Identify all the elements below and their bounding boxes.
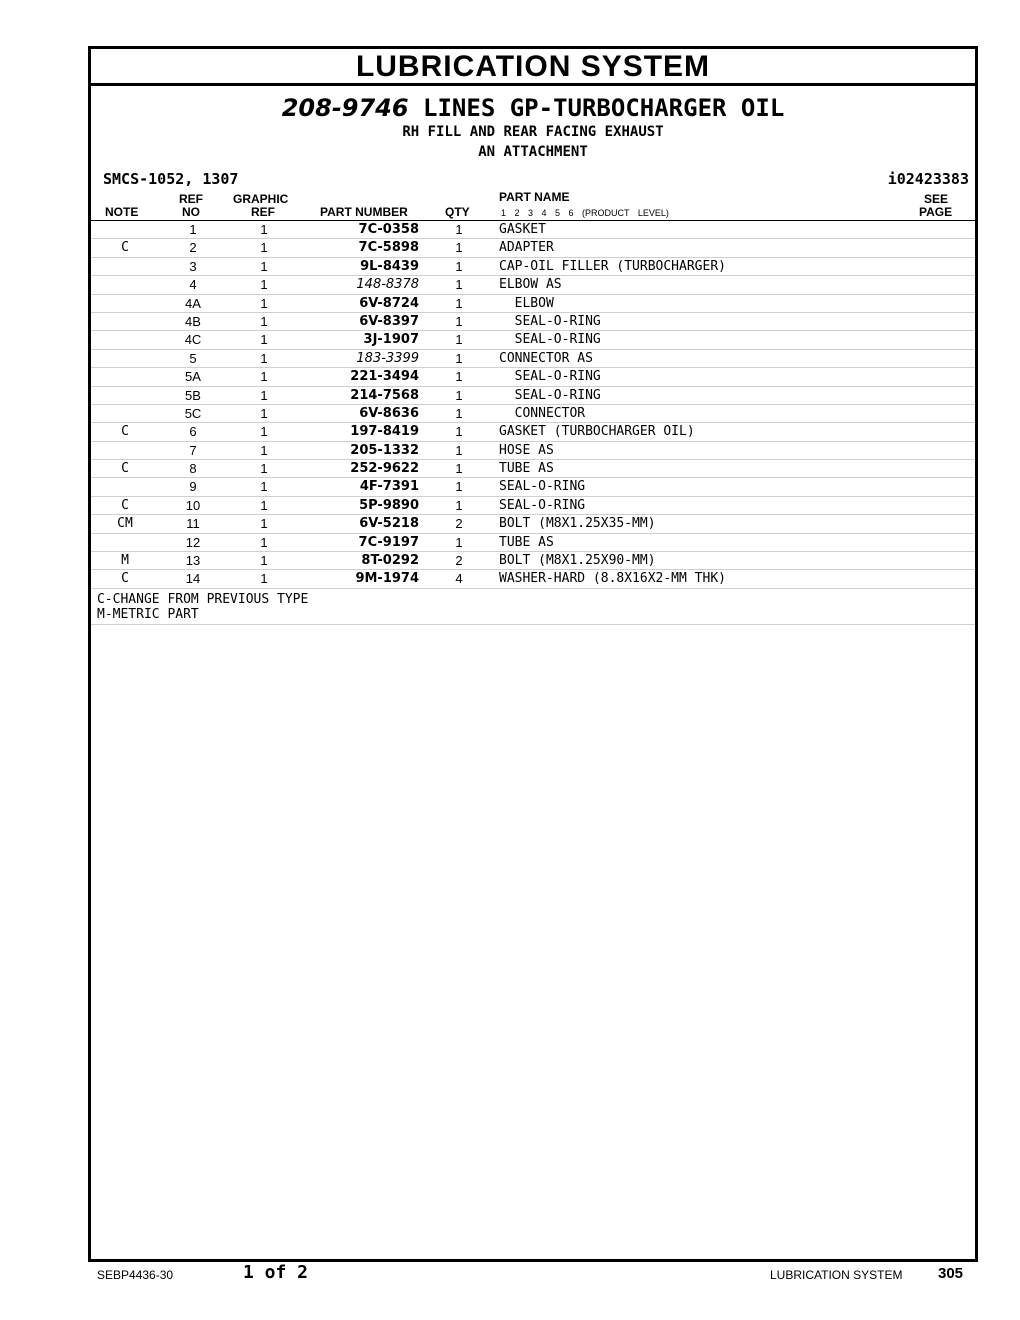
row-ref-no: 9 bbox=[189, 479, 197, 495]
group-subtitle-2: AN ATTACHMENT bbox=[478, 144, 588, 160]
table-body bbox=[91, 221, 975, 589]
footer-page-of: 1 of 2 bbox=[243, 1262, 309, 1283]
header-graphic-top: GRAPHIC bbox=[233, 192, 289, 206]
row-graphic-ref: 1 bbox=[260, 332, 268, 348]
footer-doc-id: SEBP4436-30 bbox=[97, 1268, 174, 1282]
row-part-name: BOLT (M8X1.25X35-MM) bbox=[499, 516, 656, 532]
row-qty: 1 bbox=[455, 277, 463, 293]
group-subtitle-1: RH FILL AND REAR FACING EXHAUST bbox=[402, 124, 664, 140]
row-part-name: CONNECTOR bbox=[499, 405, 586, 421]
row-ref-no: 6 bbox=[189, 424, 197, 440]
table-row bbox=[91, 258, 975, 276]
row-part-number: 6V-8636 bbox=[359, 405, 419, 421]
footer-section: LUBRICATION SYSTEM bbox=[770, 1268, 903, 1282]
row-graphic-ref: 1 bbox=[260, 313, 268, 329]
row-qty: 4 bbox=[455, 571, 463, 587]
header-product-levels: 1 2 3 4 5 6 (PRODUCT LEVEL) bbox=[501, 208, 669, 218]
row-part-number: 205-1332 bbox=[350, 442, 419, 458]
row-ref-no: 5B bbox=[185, 387, 201, 403]
row-graphic-ref: 1 bbox=[260, 534, 268, 550]
table-row bbox=[91, 460, 975, 478]
group-number: 208-9746 bbox=[281, 94, 409, 122]
row-part-number: 221-3494 bbox=[350, 369, 419, 385]
row-graphic-ref: 1 bbox=[260, 258, 268, 274]
header-graphic-bottom: REF bbox=[251, 205, 275, 219]
row-graphic-ref: 1 bbox=[260, 479, 268, 495]
row-part-number: 3J-1907 bbox=[363, 332, 419, 348]
row-qty: 1 bbox=[455, 405, 463, 421]
row-part-name: ADAPTER bbox=[499, 240, 554, 256]
row-part-number: 148-8378 bbox=[356, 277, 419, 293]
row-part-name: CONNECTOR AS bbox=[499, 350, 593, 366]
row-part-name: GASKET (TURBOCHARGER OIL) bbox=[499, 424, 695, 440]
row-note: CM bbox=[117, 516, 133, 532]
parts-table bbox=[91, 190, 975, 625]
row-qty: 1 bbox=[455, 332, 463, 348]
row-part-name: HOSE AS bbox=[499, 442, 554, 458]
row-ref-no: 8 bbox=[189, 461, 197, 477]
row-part-number: 7C-5898 bbox=[358, 240, 419, 256]
row-ref-no: 1 bbox=[189, 222, 197, 237]
table-row bbox=[91, 368, 975, 386]
row-part-name: WASHER-HARD (8.8X16X2-MM THK) bbox=[499, 571, 726, 587]
row-qty: 1 bbox=[455, 461, 463, 477]
row-qty: 1 bbox=[455, 479, 463, 495]
table-row bbox=[91, 405, 975, 423]
row-ref-no: 4C bbox=[184, 332, 202, 348]
table-header bbox=[91, 190, 975, 221]
section-title: LUBRICATION SYSTEM bbox=[91, 49, 975, 86]
note-change: C-CHANGE FROM PREVIOUS TYPE bbox=[97, 591, 309, 607]
row-qty: 2 bbox=[455, 516, 463, 532]
notes-block bbox=[91, 589, 975, 625]
row-part-number: 9L-8439 bbox=[360, 258, 419, 274]
table-row bbox=[91, 295, 975, 313]
row-part-name: TUBE AS bbox=[499, 461, 554, 477]
row-part-name: TUBE AS bbox=[499, 534, 554, 550]
footer-page-number: 305 bbox=[938, 1265, 964, 1282]
row-ref-no: 10 bbox=[185, 497, 201, 513]
row-part-number: 6V-8724 bbox=[359, 295, 419, 311]
row-qty: 1 bbox=[455, 258, 463, 274]
note-metric: M-METRIC PART bbox=[97, 606, 199, 622]
row-part-number: 183-3399 bbox=[356, 350, 419, 366]
row-part-name: BOLT (M8X1.25X90-MM) bbox=[499, 553, 656, 569]
table-row bbox=[91, 497, 975, 515]
row-graphic-ref: 1 bbox=[260, 277, 268, 293]
row-part-number: 5P-9890 bbox=[359, 497, 419, 513]
row-note: C bbox=[121, 424, 129, 440]
row-ref-no: 4B bbox=[185, 313, 201, 329]
row-ref-no: 3 bbox=[189, 258, 197, 274]
table-row bbox=[91, 515, 975, 533]
header-part-number: PART NUMBER bbox=[320, 205, 408, 219]
row-ref-no: 14 bbox=[185, 571, 201, 587]
row-part-name: SEAL-O-RING bbox=[499, 313, 601, 329]
row-qty: 1 bbox=[455, 534, 463, 550]
header-note: NOTE bbox=[105, 205, 139, 219]
row-part-number: 6V-5218 bbox=[359, 516, 419, 532]
row-note: C bbox=[121, 240, 129, 256]
row-qty: 1 bbox=[455, 295, 463, 311]
row-graphic-ref: 1 bbox=[260, 461, 268, 477]
page-frame bbox=[88, 46, 978, 1262]
row-part-name: ELBOW bbox=[499, 295, 554, 311]
table-row bbox=[91, 570, 975, 588]
row-part-number: 252-9622 bbox=[350, 461, 419, 477]
header-ref-bottom: NO bbox=[182, 205, 200, 219]
row-note: C bbox=[121, 461, 129, 477]
header-part-name: PART NAME bbox=[499, 190, 570, 204]
row-qty: 1 bbox=[455, 369, 463, 385]
page-footer bbox=[0, 1262, 1020, 1292]
row-ref-no: 5C bbox=[184, 405, 202, 421]
row-ref-no: 5 bbox=[189, 350, 197, 366]
row-qty: 1 bbox=[455, 222, 463, 237]
table-row bbox=[91, 239, 975, 257]
row-qty: 1 bbox=[455, 240, 463, 256]
row-graphic-ref: 1 bbox=[260, 222, 268, 237]
row-part-number: 214-7568 bbox=[350, 387, 419, 403]
row-graphic-ref: 1 bbox=[260, 571, 268, 587]
table-row bbox=[91, 313, 975, 331]
row-qty: 1 bbox=[455, 350, 463, 366]
row-qty: 1 bbox=[455, 313, 463, 329]
row-graphic-ref: 1 bbox=[260, 387, 268, 403]
row-part-number: 6V-8397 bbox=[359, 313, 419, 329]
table-row bbox=[91, 442, 975, 460]
row-qty: 1 bbox=[455, 424, 463, 440]
row-ref-no: 4A bbox=[185, 295, 201, 311]
row-qty: 1 bbox=[455, 497, 463, 513]
table-row bbox=[91, 387, 975, 405]
header-ref-top: REF bbox=[179, 192, 203, 206]
row-ref-no: 2 bbox=[189, 240, 197, 256]
row-ref-no: 11 bbox=[186, 516, 200, 532]
table-row bbox=[91, 534, 975, 552]
illustration-id: i02423383 bbox=[887, 170, 969, 188]
row-part-number: 4F-7391 bbox=[359, 479, 419, 495]
row-part-number: 7C-0358 bbox=[358, 222, 419, 237]
header-see-bottom: PAGE bbox=[919, 205, 953, 219]
table-row bbox=[91, 331, 975, 349]
header-qty: QTY bbox=[445, 205, 470, 219]
row-graphic-ref: 1 bbox=[260, 424, 268, 440]
row-graphic-ref: 1 bbox=[260, 240, 268, 256]
row-graphic-ref: 1 bbox=[260, 350, 268, 366]
row-ref-no: 7 bbox=[189, 442, 197, 458]
group-name: LINES GP-TURBOCHARGER OIL bbox=[423, 94, 785, 122]
row-qty: 2 bbox=[455, 553, 463, 569]
table-row bbox=[91, 350, 975, 368]
table-row bbox=[91, 276, 975, 294]
row-graphic-ref: 1 bbox=[260, 516, 268, 532]
row-ref-no: 5A bbox=[185, 369, 201, 385]
row-note: M bbox=[121, 553, 129, 569]
table-row bbox=[91, 221, 975, 239]
row-note: C bbox=[121, 497, 129, 513]
table-row bbox=[91, 552, 975, 570]
row-part-name: SEAL-O-RING bbox=[499, 387, 601, 403]
row-part-name: SEAL-O-RING bbox=[499, 332, 601, 348]
smcs-code: SMCS-1052, 1307 bbox=[103, 170, 239, 188]
row-part-number: 8T-0292 bbox=[361, 553, 419, 569]
row-part-name: GASKET bbox=[499, 222, 546, 237]
row-part-number: 9M-1974 bbox=[355, 571, 419, 587]
row-part-name: CAP-OIL FILLER (TURBOCHARGER) bbox=[499, 258, 726, 274]
row-qty: 1 bbox=[455, 387, 463, 403]
row-note: C bbox=[121, 571, 129, 587]
row-ref-no: 4 bbox=[189, 277, 197, 293]
row-part-name: ELBOW AS bbox=[499, 277, 562, 293]
row-graphic-ref: 1 bbox=[260, 295, 268, 311]
row-part-name: SEAL-O-RING bbox=[499, 479, 586, 495]
meta-row bbox=[91, 168, 975, 190]
row-graphic-ref: 1 bbox=[260, 405, 268, 421]
row-graphic-ref: 1 bbox=[260, 369, 268, 385]
row-part-name: SEAL-O-RING bbox=[499, 497, 586, 513]
row-ref-no: 13 bbox=[185, 553, 201, 569]
row-part-name: SEAL-O-RING bbox=[499, 369, 601, 385]
row-part-number: 7C-9197 bbox=[358, 534, 419, 550]
row-part-number: 197-8419 bbox=[350, 424, 419, 440]
row-graphic-ref: 1 bbox=[260, 497, 268, 513]
table-row bbox=[91, 423, 975, 441]
row-ref-no: 12 bbox=[185, 534, 201, 550]
table-row bbox=[91, 478, 975, 496]
row-qty: 1 bbox=[455, 442, 463, 458]
group-title bbox=[91, 94, 975, 122]
row-graphic-ref: 1 bbox=[260, 442, 268, 458]
row-graphic-ref: 1 bbox=[260, 553, 268, 569]
header-see-top: SEE bbox=[924, 192, 949, 206]
